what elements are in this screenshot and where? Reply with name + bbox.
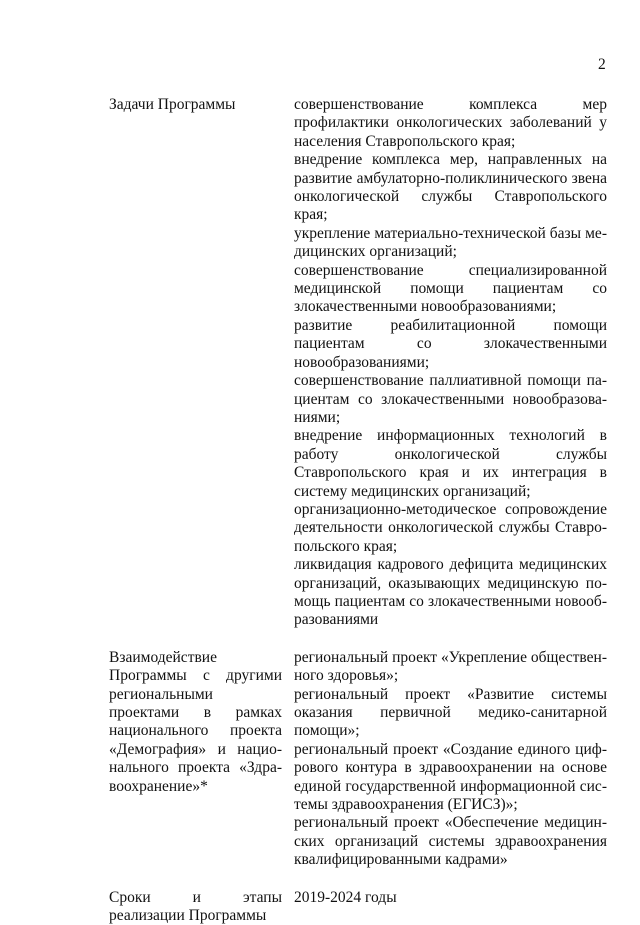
list-item: совершенствование паллиативной помощи пациентам со злокачественными новообразованиями;: [294, 372, 607, 426]
list-item: внедрение информационных технологий в работу онкологической службы Ставропольского края и их интеграция в систему медицинских организаций;: [294, 427, 607, 500]
list-item: региональный проект «Создание единого цифрового контура в здравоохранении на основе единой государственной информационной системы здравоохранения (ЕГИСЗ)»;: [294, 740, 607, 814]
row-label: Сроки и этапы реализации Программы: [109, 888, 282, 925]
list-item: совершенствование специализированной медицинской помощи пациентам со злокачественными новообразованиями;: [294, 261, 607, 316]
list-item: организационно-методическое сопровождение деятельности онкологической службы Ставропольского края;: [294, 500, 607, 555]
list-item: региональный проект «Развитие системы оказания первичной медико-санитарной помощи»;: [294, 685, 607, 740]
passport-table: [109, 96, 607, 925]
row-label: Задачи Программы: [109, 96, 236, 113]
row-label: Взаимодействие Программы с другими региональными проектами в рамках национального проекта «Демография» и национального проекта «Здравоохранение»*: [109, 648, 282, 795]
list-item: укрепление материально-технической базы медицинских организаций;: [294, 224, 607, 261]
row-value: [294, 649, 607, 870]
row-value: [294, 96, 607, 630]
table-row-tasks: [109, 96, 607, 630]
list-item: 2019-2024 годы: [294, 888, 397, 906]
row-value: [294, 889, 607, 907]
list-item: региональный проект «Укрепление общественного здоровья»;: [294, 648, 607, 685]
table-row-terms: [109, 889, 607, 925]
page-number: 2: [598, 56, 606, 73]
list-item: ликвидация кадрового дефицита медицинских организаций, оказывающих медицинскую помощь пациентам со злокачественными новообразованиями: [294, 556, 607, 629]
list-item: внедрение комплекса мер, направленных на развитие амбулаторно-поликлинического звена онкологической службы Ставропольского края;: [294, 151, 607, 224]
list-item: региональный проект «Обеспечение медицинских организаций системы здравоохранения квалифицированными кадрами»: [294, 814, 607, 869]
table-row-interaction: [109, 649, 607, 870]
list-item: развитие реабилитационной помощи пациентам со злокачественными новообразованиями;: [294, 316, 607, 371]
list-item: совершенствование комплекса мер профилактики онкологических заболеваний у населения Ставропольского края;: [294, 96, 607, 150]
